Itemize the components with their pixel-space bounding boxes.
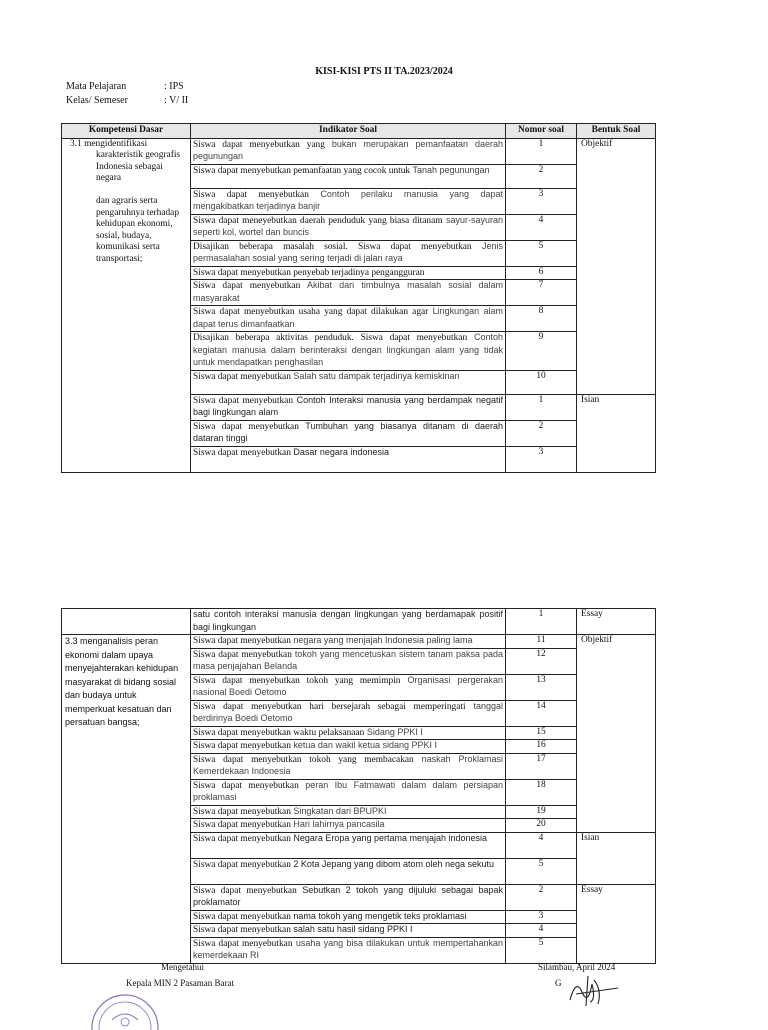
indikator-text: Siswa dapat menyebutkan [193,780,299,791]
nomor-soal-cell: 5 [506,937,577,963]
nomor-soal-cell: 16 [506,740,577,754]
indikator-cell [191,753,506,779]
nomor-soal-cell: 2 [506,420,577,446]
indikator-material: negara yang menjajah Indonesia paling lama [290,635,473,645]
kd-body: karakteristik geografis Indonesia sebagai negara [96,150,181,183]
indikator-text: Siswa dapat menyebutkan [193,189,309,200]
kompetensi-dasar-3-3: 3.3 menganalisis peran ekonomi dalam upaya menyejahterakan kehidupan masyarakat di bidang sosial dan budaya untuk memperkuat kesatuan dan persatuan bangsa; [62,635,191,964]
table-row [62,609,656,635]
indikator-cell [191,858,506,884]
indikator-text: Siswa dapat menyebutkan waktu pelaksanaan [193,727,365,738]
nomor-soal-cell: 8 [506,306,577,332]
nomor-soal-cell: 17 [506,753,577,779]
indikator-text: Siswa dapat menyebutkan [193,281,301,291]
indikator-cell [191,266,506,280]
nomor-soal-cell: 2 [506,164,577,188]
nomor-soal-cell: 20 [506,819,577,833]
indikator-cell [191,370,506,394]
indikator-material: Sidang PPKI I [364,726,423,737]
indikator-cell [191,805,506,819]
indikator-cell [191,332,506,371]
headmaster-title: Kepala MIN 2 Pasaman Barat [126,978,234,988]
nomor-soal-cell: 11 [506,635,577,649]
nomor-soal-cell: 5 [506,240,577,266]
nomor-soal-cell: 10 [506,370,577,394]
indikator-material: sayur-sayuran seperti kol, wortel dan buncis [193,214,503,237]
indikator-cell [191,635,506,649]
indikator-text: Disajikan beberapa masalah sosial. Siswa dapat menyebutkan [193,241,472,252]
indikator-text: Siswa dapat menyebutkan [193,938,293,949]
nomor-soal-cell: 3 [506,188,577,214]
indikator-cell [191,740,506,754]
nomor-soal-cell: 15 [506,726,577,740]
indikator-cell [191,674,506,700]
indikator-cell [191,609,506,635]
indikator-cell [191,779,506,805]
kd-body-continued: dan agraris serta pengaruhnya terhadap kehidupan ekonomi, sosial, budaya, komunikasi serta transportasi; [96,196,180,264]
indikator-material: Jenis permasalahan sosial yang sering terjadi di jalan raya [193,240,503,263]
bentuk-soal-essay: Essay [577,609,656,635]
indikator-cell [191,420,506,446]
nomor-soal-cell: 1 [506,609,577,635]
indikator-material: Negara Eropa yang pertama menjajah indonesia [290,832,488,843]
indikator-material: satu contoh interaksi manusia dengan lingkungan yang berdamapak positif bagi lingkungan [193,609,503,632]
nomor-soal-cell: 1 [506,138,577,164]
header-bentuk-soal: Bentuk Soal [577,124,656,139]
indikator-material: Hari lahirnya pancasila [290,819,385,829]
nomor-soal-cell: 14 [506,700,577,726]
indikator-text: Siswa dapat menyebutkan [193,911,291,922]
nomor-soal-cell: 7 [506,280,577,306]
nomor-soal-cell: 19 [506,805,577,819]
indikator-cell [191,138,506,164]
indikator-cell [191,700,506,726]
indikator-material: 2 Kota Jepang yang dibom atom oleh nega sekutu [290,858,495,869]
indikator-text: Siswa dapat menyebutkan [193,447,291,458]
indikator-cell [191,306,506,332]
meta-class [66,95,188,106]
indikator-material: Tanah pegunungan [410,164,490,175]
indikator-material: usaha yang bisa dilakukan untuk mempertahankan kemerdekaan RI [193,937,503,960]
nomor-soal-cell: 13 [506,674,577,700]
nomor-soal-cell: 18 [506,779,577,805]
school-seal-icon [90,990,160,1030]
kompetensi-dasar-empty [62,609,191,635]
nomor-soal-cell: 1 [506,394,577,420]
indikator-material: Contoh kegiatan manusia dalam berinteraksi dengan lingkungan alam yang tidak untuk mendapatkan penghasilan [193,332,503,367]
indikator-cell [191,884,506,910]
bentuk-soal-objektif: Objektif [577,635,656,833]
indikator-text: Siswa dapat menyebutkan pemanfaatan yang cocok untuk [193,165,411,176]
indikator-text: Siswa dapat menyebutkan [193,421,299,432]
meta-class-label: Kelas/ Semeser [66,95,128,106]
teacher-initial: G [555,978,562,988]
nomor-soal-cell: 9 [506,332,577,371]
nomor-soal-cell: 4 [506,214,577,240]
indikator-text: Siswa dapat menyebutkan tokoh yang memimpin [193,675,401,686]
nomor-soal-cell: 12 [506,648,577,674]
indikator-text: Siswa dapat menyebutkan [193,859,291,870]
header-nomor-soal: Nomor soal [506,124,577,139]
table-header-row [62,124,656,139]
nomor-soal-cell: 3 [506,446,577,472]
indikator-material: Tumbuhan yang biasanya ditanam di daerah dataran tinggi [193,420,503,443]
nomor-soal-cell: 2 [506,884,577,910]
indikator-material: bukan merupakan pemanfaatan daerah pegunungan [193,138,503,161]
indikator-material: ketua dan wakil ketua sidang PPKI I [290,740,437,750]
signature-icon [562,970,622,1010]
indikator-cell [191,188,506,214]
indikator-material: Organisasi pergerakan nasional Boedi Oetomo [193,674,503,697]
meta-class-value: : V/ II [164,95,189,106]
indikator-material: Contoh perilaku manusia yang dapat mengakibatkan terjadinya banjir [193,188,503,211]
indikator-text: Siswa dapat menyebutkan [193,741,291,751]
indikator-material: peran Ibu Fatmawati dalam dalam persiapan proklamasi [193,779,503,802]
indikator-cell [191,910,506,924]
indikator-text: Siswa dapat menyebutkan penyebab terjadinya pengangguran [193,267,425,278]
kisi-table-1 [61,123,656,473]
place-date: Silambau, April 2024 [538,962,616,972]
indikator-text: Siswa dapat menyebutkan [193,395,294,406]
indikator-text: Siswa dapat menyebutkan [193,636,291,646]
indikator-material: Contoh Interaksi manusia yang berdampak negatif bagi lingkungan alam [193,394,503,417]
kd-spacer [70,185,188,197]
indikator-material: salah satu hasil sidang PPKI I [290,924,413,934]
indikator-material: Singkatan dari BPUPKI [290,805,387,816]
indikator-text: Siswa dapat menyebutkan yang [193,139,325,150]
table-row [62,138,656,164]
nomor-soal-cell: 4 [506,832,577,858]
indikator-text: Siswa dapat menyebutkan [193,649,292,660]
indikator-text: Siswa dapat meneyebutkan daerah penduduk yang biasa ditanam [193,215,443,226]
indikator-cell [191,832,506,858]
bentuk-soal-essay: Essay [577,884,656,963]
indikator-text: Siswa dapat menyebutkan usaha yang dapat dilakukan agar [193,307,429,317]
nomor-soal-cell: 3 [506,910,577,924]
indikator-cell [191,937,506,963]
indikator-material: Dasar negara indonesia [290,446,389,457]
meta-subject-value: : IPS [164,81,184,92]
indikator-material: tanggal berdirinya Boedi Oetomo [193,700,503,723]
indikator-cell [191,394,506,420]
header-indikator-soal: Indikator Soal [191,124,506,139]
indikator-cell [191,819,506,833]
kompetensi-dasar-3-1 [62,138,191,472]
kisi-table-2 [61,608,656,964]
indikator-material: Salah satu dampak terjadinya kemiskinan [290,370,460,381]
indikator-material: Lingkungan alam dapat terus dimanfaatkan [193,306,503,329]
mengetahui-label: Mengetahui [161,962,204,972]
indikator-cell [191,164,506,188]
bentuk-soal-objektif: Objektif [577,138,656,394]
indikator-material: nama tokoh yang mengetik teks proklamasi [290,910,467,921]
nomor-soal-cell: 4 [506,924,577,938]
indikator-cell [191,280,506,306]
indikator-text: Siswa dapat menyebutkan hari bersejarah sebagai memperingati [193,701,466,712]
indikator-text: Siswa dapat menyebutkan [193,833,291,844]
indikator-text: Siswa dapat menyebutkan [193,371,291,382]
indikator-text: Siswa dapat menyebutkan [193,806,291,817]
meta-subject [66,81,184,92]
indikator-cell [191,240,506,266]
indikator-text: Siswa dapat menyebutkan [193,820,291,830]
indikator-text: Siswa dapat menyebutkan tokoh yang membacakan [193,754,414,765]
indikator-text: Disajikan beberapa aktivitas penduduk. Siswa dapat menyebutkan [193,333,468,343]
indikator-cell [191,648,506,674]
nomor-soal-cell: 6 [506,266,577,280]
indikator-material: Akibat dari timbulnya masalah sosial dalam masyarakat [193,280,503,303]
indikator-text: Siswa dapat menyebutkan [193,885,297,896]
indikator-cell [191,726,506,740]
indikator-material: tokoh yang mencetuskan sistem tanam paksa pada masa penjajahan Belanda [193,648,503,671]
indikator-material: Sebutkan 2 tokoh yang dijuluki sebagai bapak proklamator [193,884,503,907]
indikator-material: naskah Proklamasi Kemerdekaan Indonesia [193,753,503,776]
indikator-cell [191,446,506,472]
meta-subject-label: Mata Pelajaran [66,81,127,92]
nomor-soal-cell: 5 [506,858,577,884]
header-kompetensi-dasar: Kompetensi Dasar [62,124,191,139]
bentuk-soal-isian: Isian [577,832,656,884]
page-title: KISI-KISI PTS II TA.2023/2024 [315,66,453,77]
indikator-cell [191,924,506,938]
indikator-text: Siswa dapat menyebutkan [193,925,291,935]
bentuk-soal-isian: Isian [577,394,656,472]
indikator-cell [191,214,506,240]
kd-lead: 3.1 mengidentifikasi [70,138,148,149]
table-row [62,635,656,649]
